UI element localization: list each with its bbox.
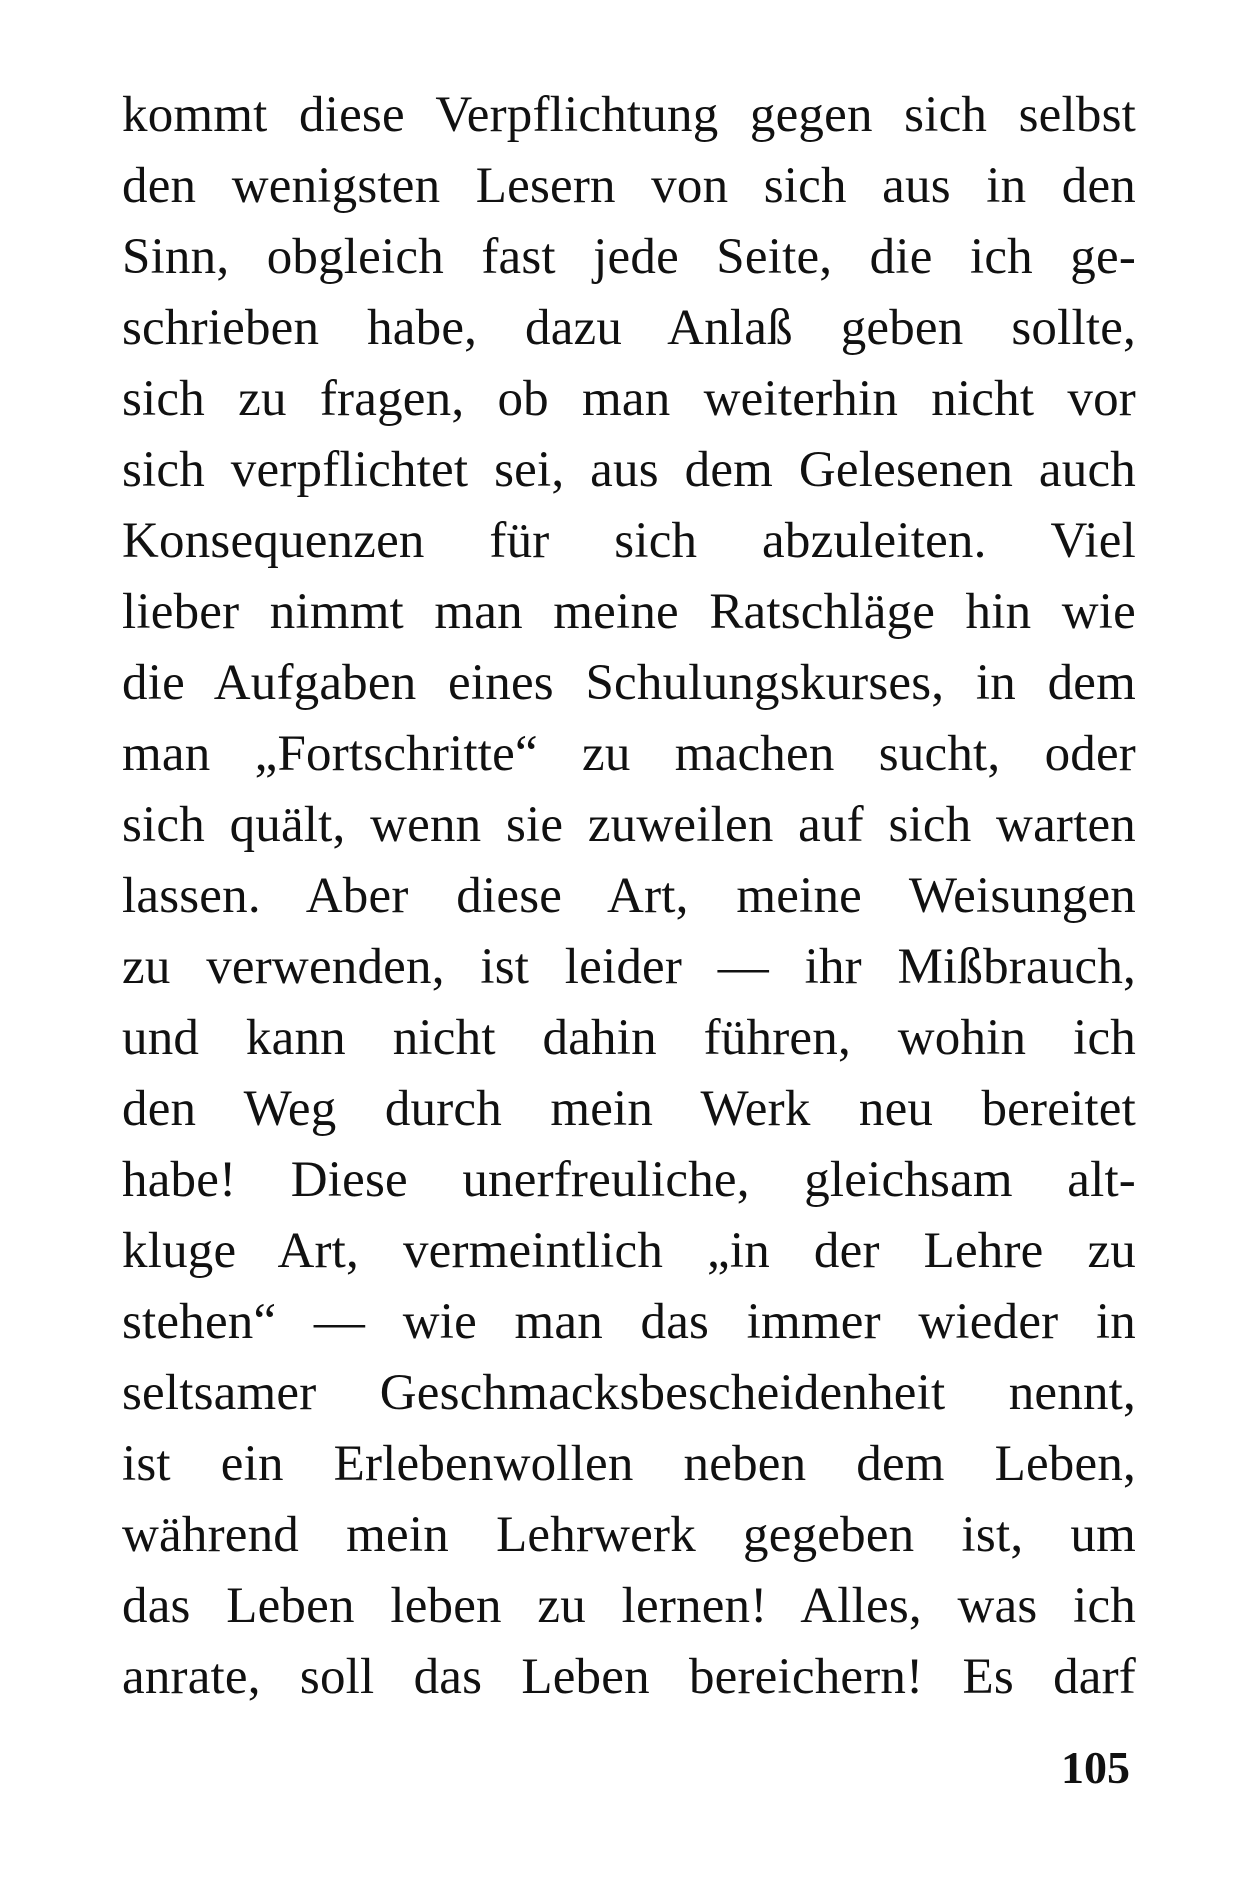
- text-line: das Leben leben zu lernen! Alles, was ich: [122, 1578, 1136, 1634]
- text-line: Sinn, obgleich fast jede Seite, die ich ge-: [122, 229, 1136, 285]
- text-line: man „Fortschritte“ zu machen sucht, oder: [122, 726, 1136, 782]
- text-line: Konsequenzen für sich abzuleiten. Viel: [122, 513, 1136, 569]
- text-line: ist ein Erlebenwollen neben dem Leben,: [122, 1436, 1136, 1492]
- text-line: kommt diese Verpflichtung gegen sich selbst: [122, 87, 1136, 143]
- text-line: den Weg durch mein Werk neu bereitet: [122, 1081, 1136, 1137]
- text-line: zu verwenden, ist leider — ihr Mißbrauch,: [122, 939, 1136, 995]
- text-line: und kann nicht dahin führen, wohin ich: [122, 1010, 1136, 1066]
- text-line: stehen“ — wie man das immer wieder in: [122, 1294, 1136, 1350]
- text-line: sich verpflichtet sei, aus dem Gelesenen auch: [122, 442, 1136, 498]
- text-line: den wenigsten Lesern von sich aus in den: [122, 158, 1136, 214]
- text-line: sich quält, wenn sie zuweilen auf sich warten: [122, 797, 1136, 853]
- body-text: [122, 80, 1136, 1713]
- text-line: habe! Diese unerfreuliche, gleichsam alt-: [122, 1152, 1136, 1208]
- text-line: lieber nimmt man meine Ratschläge hin wie: [122, 584, 1136, 640]
- text-line: kluge Art, vermeintlich „in der Lehre zu: [122, 1223, 1136, 1279]
- page-number: 105: [1061, 1742, 1130, 1793]
- text-line: anrate, soll das Leben bereichern! Es darf: [122, 1649, 1136, 1705]
- text-line: lassen. Aber diese Art, meine Weisungen: [122, 868, 1136, 924]
- text-line: seltsamer Geschmacksbescheidenheit nennt,: [122, 1365, 1136, 1421]
- text-line: während mein Lehrwerk gegeben ist, um: [122, 1507, 1136, 1563]
- text-line: sich zu fragen, ob man weiterhin nicht vor: [122, 371, 1136, 427]
- text-line: schrieben habe, dazu Anlaß geben sollte,: [122, 300, 1136, 356]
- text-line: die Aufgaben eines Schulungskurses, in dem: [122, 655, 1136, 711]
